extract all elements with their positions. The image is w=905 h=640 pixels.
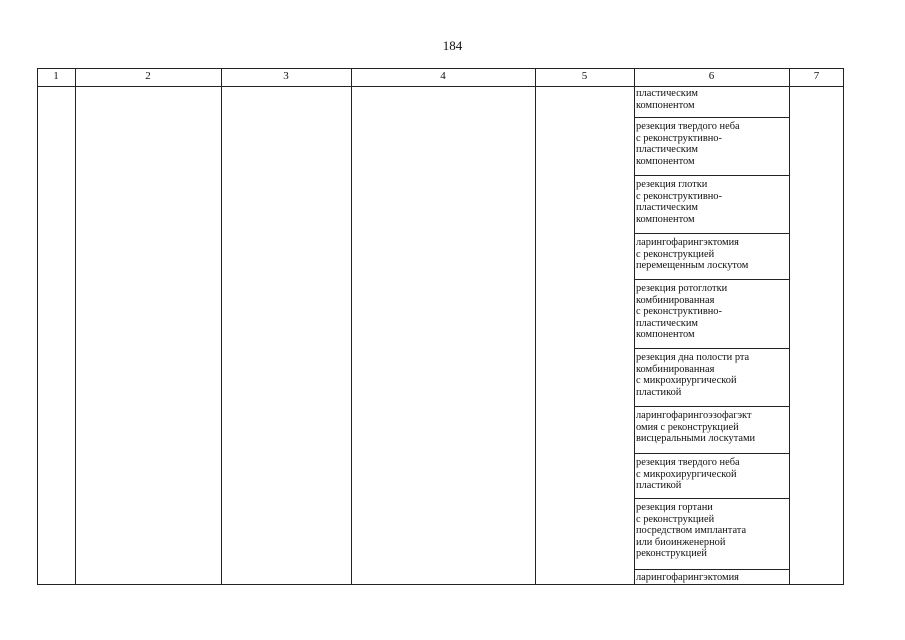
cell-text-line: висцеральными лоскутами xyxy=(636,433,756,445)
table-cell xyxy=(634,572,789,584)
cell-text-line: ларингофарингэктомия xyxy=(636,237,739,248)
cell-text-line: омия с реконструкцией xyxy=(636,421,739,433)
table-cell xyxy=(634,457,789,492)
column-header-4: 4 xyxy=(440,70,446,82)
column-header-6: 6 xyxy=(708,70,715,82)
cell-text-line: резекция гортани xyxy=(636,502,713,513)
cell-text-line: пластическим xyxy=(636,144,698,156)
cell-text-line: резекция твердого неба xyxy=(636,121,740,132)
cell-text-line: резекция твердого неба xyxy=(636,457,740,468)
row-divider xyxy=(634,498,789,499)
cell-text-line: с реконструктивно- xyxy=(636,306,722,318)
cell-text-line: пластическим xyxy=(636,202,698,214)
table-cell xyxy=(634,179,789,225)
table-cell xyxy=(634,237,789,272)
table-cell xyxy=(634,502,789,560)
row-divider xyxy=(634,117,789,118)
cell-text-line: резекция дна полости рта xyxy=(636,352,750,363)
cell-text-line: пластикой xyxy=(636,386,682,398)
cell-text-line: перемещенным лоскутом xyxy=(636,260,749,272)
column-header-1: 1 xyxy=(53,70,59,82)
column-header-3: 3 xyxy=(283,70,289,82)
cell-text-line: комбинированная xyxy=(636,363,715,375)
row-divider xyxy=(634,348,789,349)
cell-text-line: пластическим xyxy=(636,317,698,329)
cell-text-line: с реконструктивно- xyxy=(636,132,722,144)
cell-text-line: с микрохирургической xyxy=(636,375,737,387)
cell-text-line: или биоинженерной xyxy=(636,536,726,548)
cell-text-line: ларингофарингэктомия xyxy=(636,572,739,583)
row-divider xyxy=(634,175,789,176)
table-cell xyxy=(634,88,789,111)
table-cell xyxy=(634,121,789,167)
cell-text-line: с реконструкцией xyxy=(636,513,715,525)
page-number: 184 xyxy=(442,38,463,53)
column-divider xyxy=(221,68,222,585)
table-cell xyxy=(634,410,789,445)
row-divider xyxy=(634,569,789,570)
table-cell xyxy=(634,283,789,341)
column-divider xyxy=(535,68,536,585)
column-divider xyxy=(351,68,352,585)
cell-text-line: ларингофарингоэзофагэкт xyxy=(636,410,752,421)
column-header-7: 7 xyxy=(813,70,820,82)
cell-text-line: посредством имплантата xyxy=(636,525,747,537)
cell-text-line: резекция глотки xyxy=(636,179,708,190)
cell-text-line: резекция ротоглотки xyxy=(636,283,728,294)
header-divider xyxy=(37,86,844,87)
column-divider xyxy=(789,68,790,585)
cell-text-line: комбинированная xyxy=(636,294,715,306)
row-divider xyxy=(634,453,789,454)
column-header-2: 2 xyxy=(145,70,151,82)
cell-text-line: компонентом xyxy=(636,155,695,167)
column-header-5: 5 xyxy=(581,70,588,82)
cell-text-line: компонентом xyxy=(636,329,695,341)
row-divider xyxy=(634,233,789,234)
cell-text-line: компонентом xyxy=(636,213,695,225)
cell-text-line: пластическим xyxy=(636,88,698,99)
row-divider xyxy=(634,406,789,407)
cell-text-line: реконструкцией xyxy=(636,548,707,560)
row-divider xyxy=(634,279,789,280)
column-divider xyxy=(75,68,76,585)
cell-text-line: с реконструкцией xyxy=(636,248,715,260)
table-cell xyxy=(634,352,789,398)
cell-text-line: компонентом xyxy=(636,99,695,111)
cell-text-line: пластикой xyxy=(636,480,682,492)
cell-text-line: с микрохирургической xyxy=(636,468,737,480)
cell-text-line: с реконструктивно- xyxy=(636,190,722,202)
